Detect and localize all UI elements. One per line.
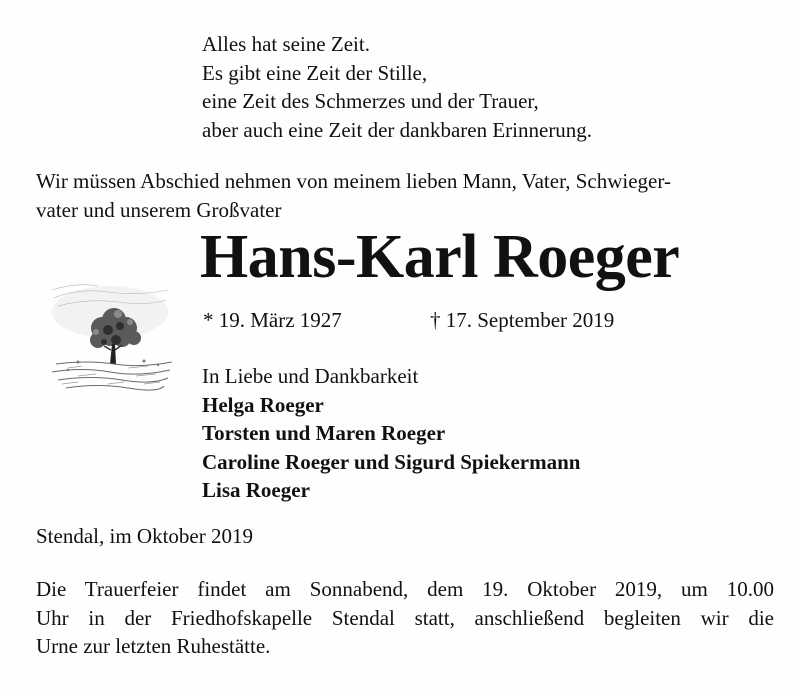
poem-line: eine Zeit des Schmerzes und der Trauer, — [202, 89, 539, 113]
place-date: Stendal, im Oktober 2019 — [36, 524, 253, 548]
mourner-name: Helga Roeger — [202, 392, 324, 417]
mourner-name: Caroline Roeger und Sigurd Spiekermann — [202, 449, 581, 474]
intro-line: vater und unserem Großvater — [36, 197, 282, 222]
funeral-line: Urne zur letzten Ruhestätte. — [36, 634, 271, 658]
funeral-line: Die Trauerfeier findet am Sonnabend, dem 19. Oktober 2019, um 10.00 — [36, 577, 774, 601]
funeral-info — [36, 575, 774, 661]
mourner-name: Lisa Roeger — [202, 478, 310, 502]
funeral-line: Uhr in der Friedhofskapelle Stendal statt, anschließend begleiten wir die — [36, 605, 774, 630]
birth-date: * 19. März 1927 — [203, 308, 342, 332]
intro-line: Wir müssen Abschied nehmen von meinem lieben Mann, Vater, Schwieger- — [36, 169, 671, 193]
poem-line: aber auch eine Zeit der dankbaren Erinnerung. — [202, 117, 593, 142]
poem — [202, 30, 592, 144]
poem-line: Alles hat seine Zeit. — [202, 32, 370, 56]
mourner-name: Torsten und Maren Roeger — [202, 421, 446, 445]
tree-landscape-icon — [48, 268, 176, 396]
deceased-name: Hans-Karl Roeger — [200, 223, 680, 291]
death-date: † 17. September 2019 — [430, 308, 615, 332]
mourners — [202, 362, 580, 505]
intro-text — [36, 167, 776, 224]
poem-line: Es gibt eine Zeit der Stille, — [202, 60, 428, 85]
mourners-intro: In Liebe und Dankbarkeit — [202, 364, 419, 388]
